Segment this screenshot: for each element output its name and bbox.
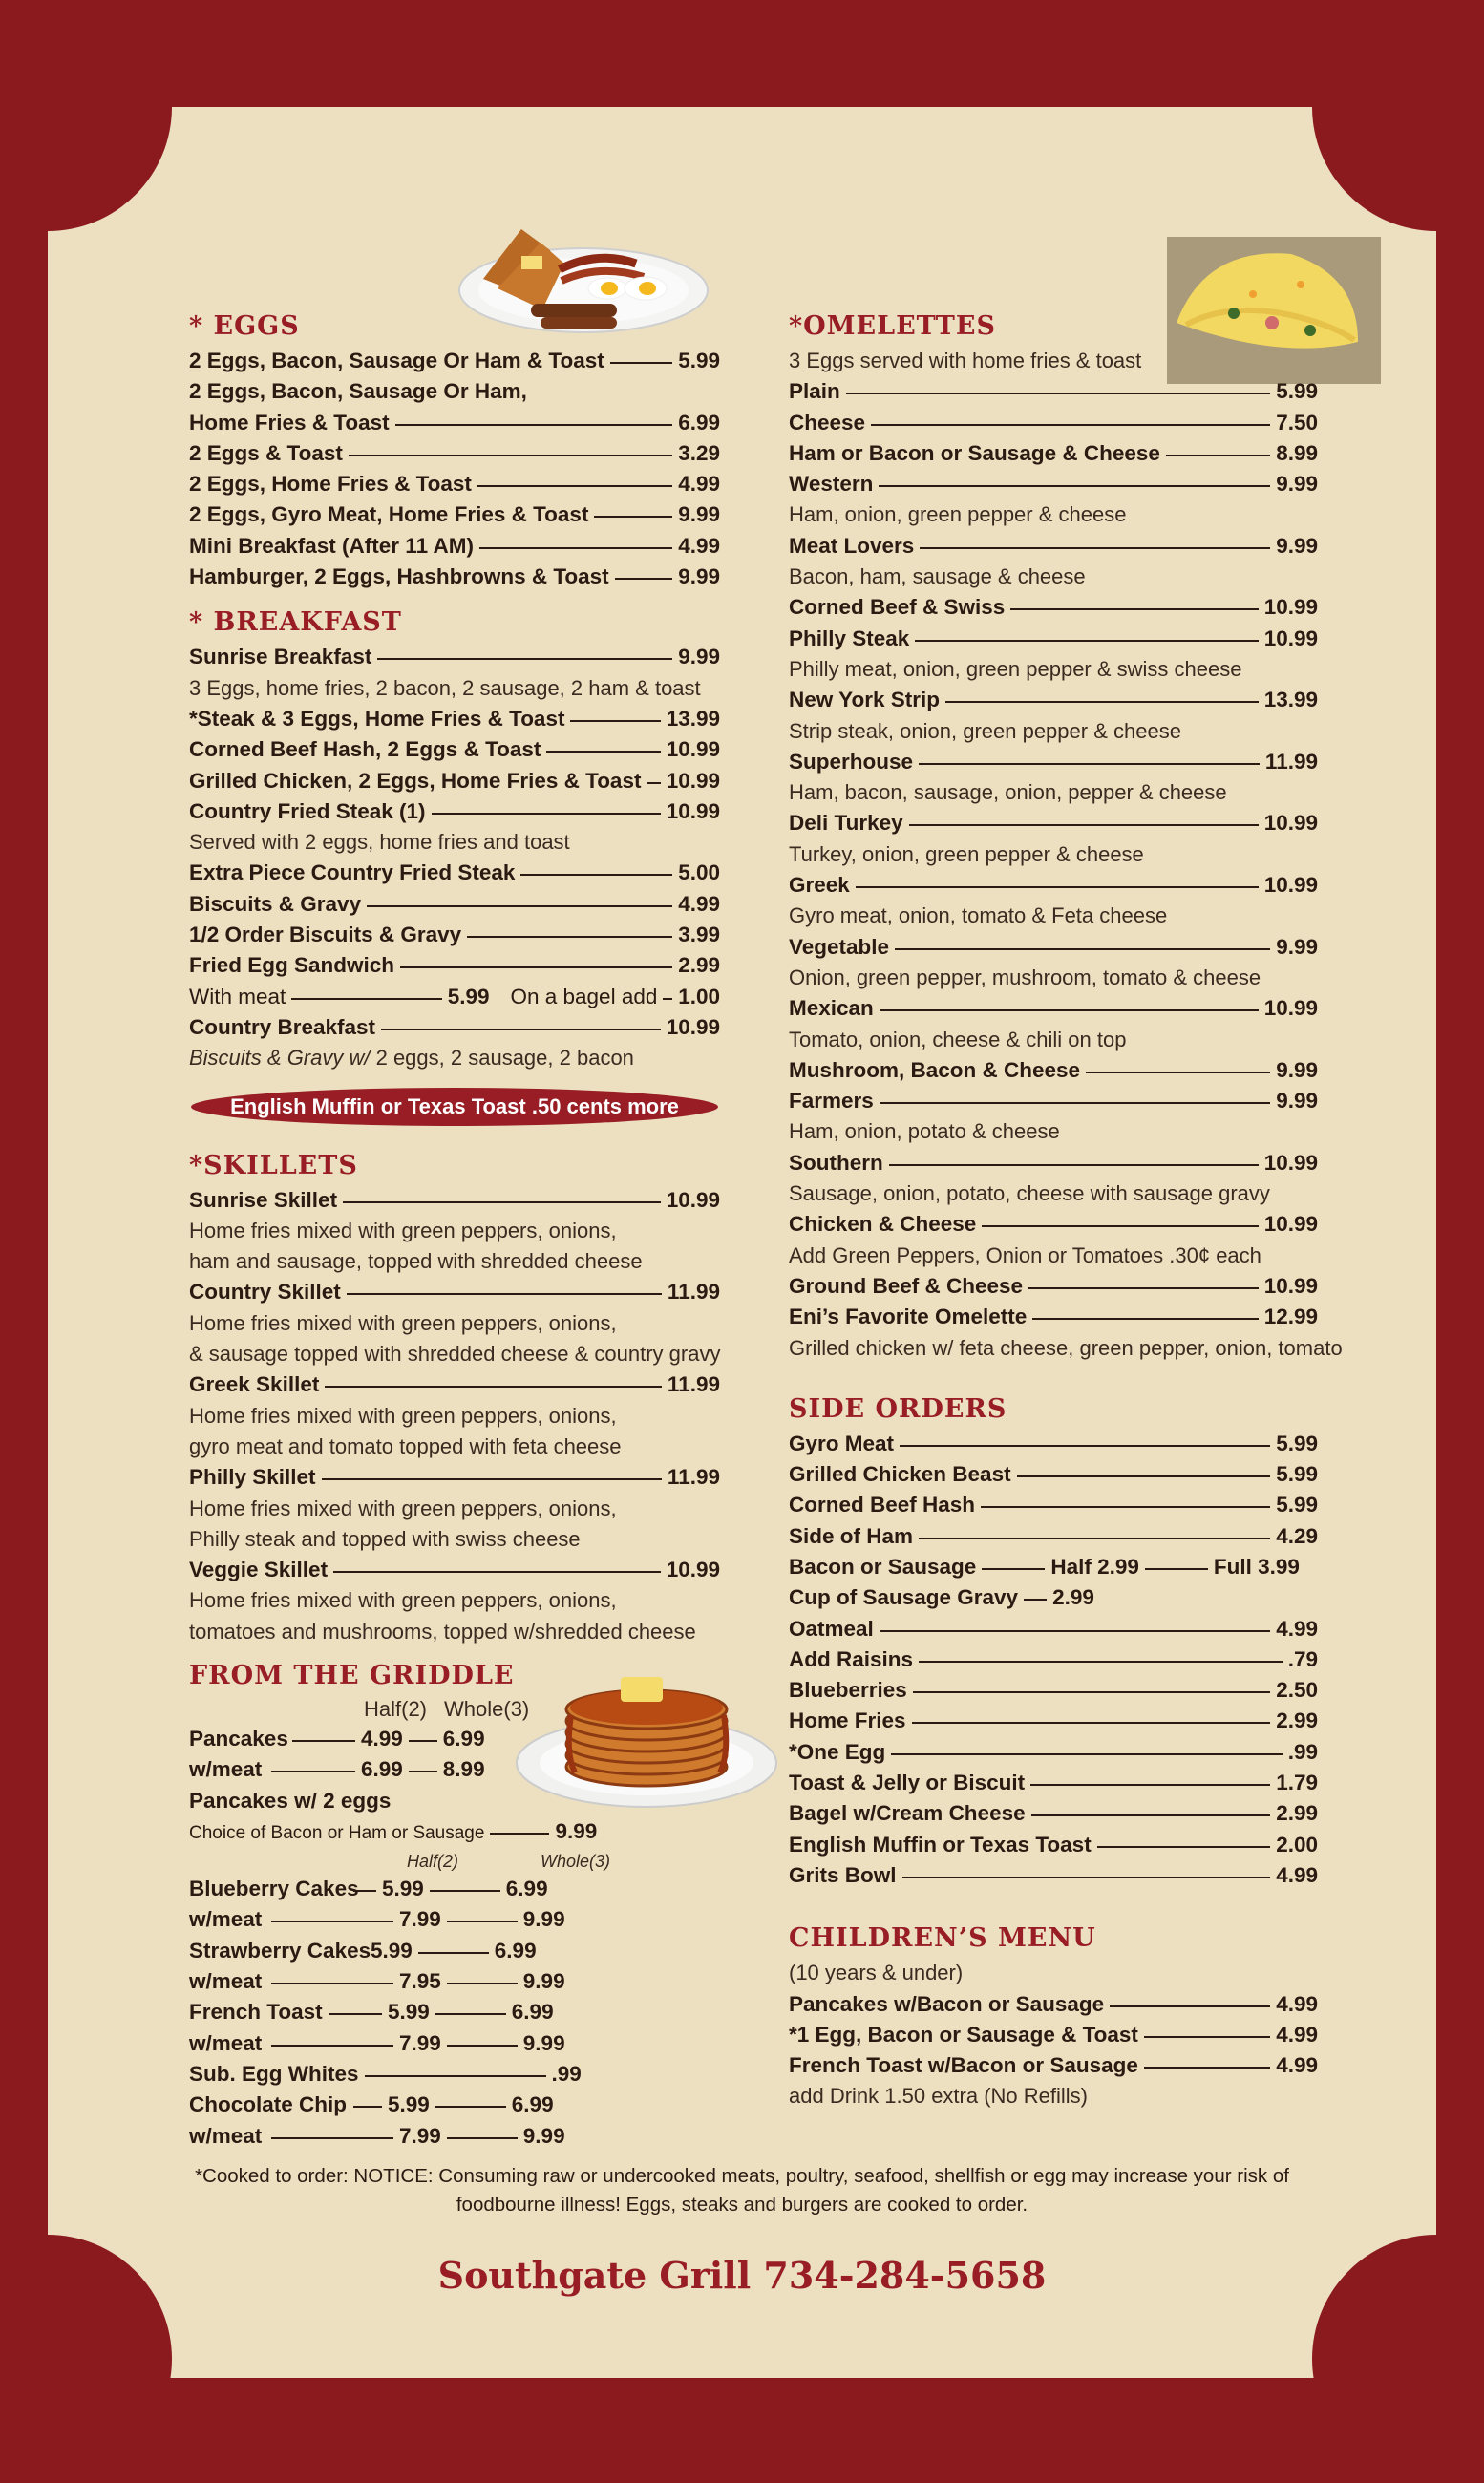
item-description: Tomato, onion, cheese & chili on top xyxy=(789,1027,1127,1051)
childrens-menu-heading: CHILDREN’S MENU xyxy=(789,1923,1096,1954)
menu-item: *Steak & 3 Eggs, Home Fries & Toast 13.99 xyxy=(189,706,720,731)
menu-item: 1/2 Order Biscuits & Gravy 3.99 xyxy=(189,923,720,947)
item-description: Strip steak, onion, green pepper & cheese xyxy=(789,718,1181,743)
item-description: Gyro meat, onion, tomato & Feta cheese xyxy=(789,903,1168,928)
item-description: Home fries mixed with green peppers, onions, xyxy=(189,1218,617,1242)
menu-item: Corned Beef & Swiss 10.99 xyxy=(789,595,1318,620)
menu-item: w/meat 6.99 8.99 xyxy=(189,1757,485,1782)
skillets-list xyxy=(189,1185,720,1647)
menu-item: English Muffin or Texas Toast 2.00 xyxy=(789,1832,1318,1857)
menu-item: Strawberry Cakes 5.99 6.99 xyxy=(189,1938,537,1963)
menu-item: Mexican 10.99 xyxy=(789,996,1318,1021)
menu-item: w/meat 7.99 9.99 xyxy=(189,2123,565,2148)
menu-item: Choice of Bacon or Ham or Sausage 9.99 xyxy=(189,1818,598,1843)
menu-item: Fried Egg Sandwich 2.99 xyxy=(189,953,720,978)
menu-item: Bagel w/Cream Cheese 2.99 xyxy=(789,1801,1318,1826)
menu-item: Biscuits & Gravy 4.99 xyxy=(189,891,720,916)
menu-item: Sub. Egg Whites .99 xyxy=(189,2061,582,2086)
menu-item: French Toast w/Bacon or Sausage 4.99 xyxy=(789,2053,1318,2078)
item-description: Home fries mixed with green peppers, onions, xyxy=(189,1403,617,1428)
menu-item: Greek 10.99 xyxy=(789,873,1318,898)
menu-item: Mini Breakfast (After 11 AM) 4.99 xyxy=(189,533,720,558)
menu-item: Mushroom, Bacon & Cheese 9.99 xyxy=(789,1057,1318,1082)
item-description: Ham, onion, green pepper & cheese xyxy=(789,502,1127,527)
item-description: Onion, green pepper, mushroom, tomato & cheese xyxy=(789,965,1261,989)
menu-item: Country Breakfast 10.99 xyxy=(189,1014,720,1039)
item-description: ham and sausage, topped with shredded cheese xyxy=(189,1249,643,1274)
menu-item: Farmers 9.99 xyxy=(789,1089,1318,1114)
menu-item: Vegetable 9.99 xyxy=(789,934,1318,959)
menu-item: Extra Piece Country Fried Steak 5.00 xyxy=(189,860,720,885)
menu-item: Plain 5.99 xyxy=(789,379,1318,404)
left-column xyxy=(189,308,720,2152)
food-safety-notice: *Cooked to order: NOTICE: Consuming raw or undercooked meats, poultry, seafood, shellfish or egg may increase your risk of foodbourne illness! Eggs, steaks and burgers are cooked to order. xyxy=(195,2165,1289,2216)
menu-item: w/meat 7.99 9.99 xyxy=(189,1907,565,1932)
item-description: Sausage, onion, potato, cheese with sausage gravy xyxy=(789,1181,1270,1206)
breakfast-heading: * BREAKFAST xyxy=(189,607,402,638)
griddle-list xyxy=(189,1874,720,2059)
childrens-menu-note: add Drink 1.50 extra (No Refills) xyxy=(789,2084,1089,2109)
menu-item: *One Egg .99 xyxy=(789,1739,1318,1764)
menu-item: Cheese 7.50 xyxy=(789,410,1318,435)
childrens-menu-list xyxy=(789,1989,1318,2082)
skillets-heading: *SKILLETS xyxy=(189,1150,358,1180)
griddle-column-headers: Half(2) Whole(3) xyxy=(364,1696,530,1721)
menu-item: Sunrise Breakfast 9.99 xyxy=(189,645,720,669)
menu-item: Oatmeal 4.99 xyxy=(789,1616,1318,1641)
item-description: gyro meat and tomato topped with feta cheese xyxy=(189,1433,622,1458)
menu-item: Deli Turkey 10.99 xyxy=(789,811,1318,836)
menu-item: Southern 10.99 xyxy=(789,1150,1318,1175)
menu-item: Meat Lovers 9.99 xyxy=(789,533,1318,558)
item-description: Turkey, onion, green pepper & cheese xyxy=(789,841,1144,866)
item-description: Philly steak and topped with swiss cheese xyxy=(189,1526,581,1551)
menu-item: *1 Egg, Bacon or Sausage & Toast 4.99 xyxy=(789,2022,1318,2047)
item-description: Home fries mixed with green peppers, onions, xyxy=(189,1588,617,1613)
menu-item: Hamburger, 2 Eggs, Hashbrowns & Toast 9.99 xyxy=(189,564,720,589)
menu-item: Philly Skillet 11.99 xyxy=(189,1465,720,1490)
griddle-heading: FROM THE GRIDDLE xyxy=(189,1660,515,1690)
item-description: 3 Eggs, home fries, 2 bacon, 2 sausage, 2 ham & toast xyxy=(189,675,701,700)
menu-item: Add Raisins .79 xyxy=(789,1646,1318,1671)
menu-item: Philly Steak 10.99 xyxy=(789,626,1318,650)
item-description: & sausage topped with shredded cheese & country gravy xyxy=(189,1342,721,1367)
menu-item: Sunrise Skillet 10.99 xyxy=(189,1187,720,1212)
menu-item: 2 Eggs & Toast 3.29 xyxy=(189,440,720,465)
griddle-column-headers-2: Half(2) Whole(3) xyxy=(407,1852,611,1872)
menu-item: Greek Skillet 11.99 xyxy=(189,1372,720,1397)
menu-item: w/meat 7.95 9.99 xyxy=(189,1969,565,1994)
item-description: Served with 2 eggs, home fries and toast xyxy=(189,830,570,855)
menu-item: Pancakes w/ 2 eggs xyxy=(189,1788,392,1813)
menu-item: Corned Beef Hash, 2 Eggs & Toast 10.99 xyxy=(189,737,720,762)
menu-item: w/meat 7.99 9.99 xyxy=(189,2030,565,2055)
item-description: tomatoes and mushrooms, topped w/shredded cheese xyxy=(189,1619,696,1644)
side-orders-list-2 xyxy=(789,1614,1318,1892)
menu-item: Superhouse 11.99 xyxy=(789,749,1318,774)
item-description: Biscuits & Gravy w/ 2 eggs, 2 sausage, 2 bacon xyxy=(189,1046,634,1071)
item-description: Ham, bacon, sausage, onion, pepper & cheese xyxy=(789,780,1227,805)
menu-item: Side of Ham 4.29 xyxy=(789,1523,1318,1548)
menu-item: Country Skillet 11.99 xyxy=(189,1280,720,1305)
menu-item: Blueberries 2.50 xyxy=(789,1678,1318,1703)
omelettes-list xyxy=(789,376,1343,1364)
item-description: Home fries mixed with green peppers, onions, xyxy=(189,1496,617,1520)
eggs-list xyxy=(189,346,720,592)
eggs-heading: * EGGS xyxy=(189,311,300,341)
omelettes-subtitle: 3 Eggs served with home fries & toast xyxy=(789,349,1142,372)
menu-item: Chocolate Chip 5.99 6.99 xyxy=(189,2092,554,2117)
menu-item: Corned Beef Hash 5.99 xyxy=(789,1493,1318,1517)
menu-item: 2 Eggs, Bacon, Sausage Or Ham, xyxy=(189,379,527,404)
menu-item: French Toast 5.99 6.99 xyxy=(189,2000,554,2025)
menu-item: Home Fries & Toast 6.99 xyxy=(189,410,720,435)
menu-item: Ham or Bacon or Sausage & Cheese 8.99 xyxy=(789,440,1318,465)
menu-item: Chicken & Cheese 10.99 xyxy=(789,1212,1318,1237)
menu-item: Cup of Sausage Gravy 2.99 xyxy=(789,1585,1094,1610)
menu-item-bacon-sausage: Bacon or Sausage Half 2.99 Full 3.99 xyxy=(789,1554,1300,1579)
item-description: Philly meat, onion, green pepper & swiss cheese xyxy=(789,656,1242,681)
item-description: Bacon, ham, sausage & cheese xyxy=(789,564,1086,589)
menu-item: New York Strip 13.99 xyxy=(789,688,1318,712)
childrens-menu-subtitle: (10 years & under) xyxy=(789,1961,964,1985)
menu-item: Pancakes w/Bacon or Sausage 4.99 xyxy=(789,1991,1318,2016)
menu-item: Western 9.99 xyxy=(789,472,1318,497)
item-description: Add Green Peppers, Onion or Tomatoes .30¢ each xyxy=(789,1242,1261,1267)
side-orders-list xyxy=(789,1429,1318,1552)
menu-item: Blueberry Cakes 5.99 6.99 xyxy=(189,1877,548,1901)
item-description: Ham, onion, potato & cheese xyxy=(789,1119,1060,1144)
menu-item: Pancakes 4.99 6.99 xyxy=(189,1726,485,1751)
restaurant-name-phone: Southgate Grill 734-284-5658 xyxy=(437,2254,1047,2297)
menu-item: Grits Bowl 4.99 xyxy=(789,1862,1318,1887)
menu-item: 2 Eggs, Home Fries & Toast 4.99 xyxy=(189,472,720,497)
menu-item-with-meat: With meat 5.99 On a bagel add 1.00 xyxy=(189,984,720,1008)
omelettes-heading: *OMELETTES xyxy=(789,311,996,341)
menu-item: Ground Beef & Cheese 10.99 xyxy=(789,1273,1318,1298)
side-orders-heading: SIDE ORDERS xyxy=(789,1393,1007,1424)
menu-item: Grilled Chicken, 2 Eggs, Home Fries & Toast 10.99 xyxy=(189,768,720,793)
menu-item: Toast & Jelly or Biscuit 1.79 xyxy=(789,1771,1318,1795)
item-description: Grilled chicken w/ feta cheese, green pepper, onion, tomato xyxy=(789,1335,1343,1360)
menu-item: Country Fried Steak (1) 10.99 xyxy=(189,798,720,823)
toast-upgrade-banner: English Muffin or Texas Toast .50 cents more xyxy=(191,1088,718,1126)
menu-item: Eni’s Favorite Omelette 12.99 xyxy=(789,1305,1318,1329)
menu-item: Grilled Chicken Beast 5.99 xyxy=(789,1462,1318,1487)
menu-item: Home Fries 2.99 xyxy=(789,1708,1318,1733)
right-column xyxy=(789,308,1343,2112)
menu-item: 2 Eggs, Gyro Meat, Home Fries & Toast 9.99 xyxy=(189,502,720,527)
menu-item: 2 Eggs, Bacon, Sausage Or Ham & Toast 5.99 xyxy=(189,349,720,372)
menu-item: Gyro Meat 5.99 xyxy=(789,1431,1318,1455)
item-description: Home fries mixed with green peppers, onions, xyxy=(189,1310,617,1335)
menu-item: Veggie Skillet 10.99 xyxy=(189,1558,720,1582)
